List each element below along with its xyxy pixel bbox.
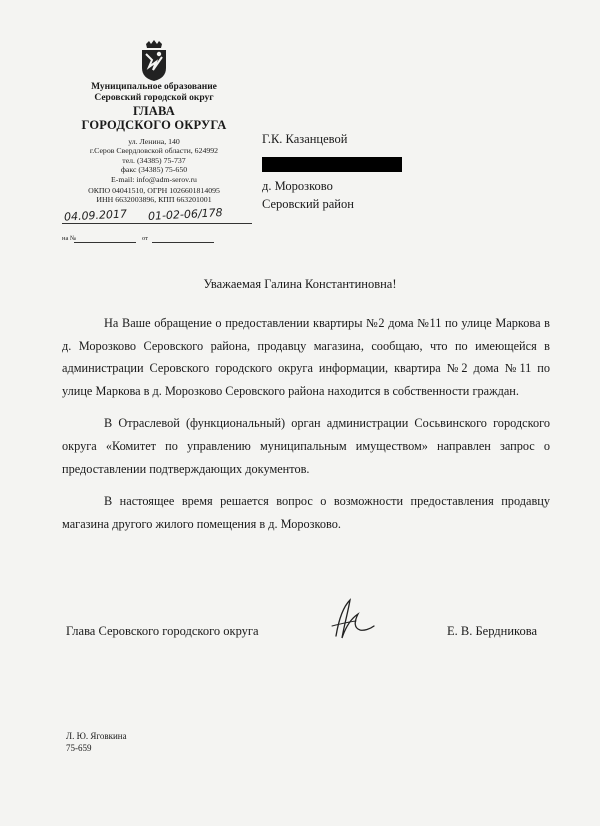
fax: факс (34385) 75-650 xyxy=(120,165,188,175)
reference-line xyxy=(62,234,252,244)
handwritten-signature xyxy=(328,596,378,642)
address-city: г.Серов Свердловской области, 624992 xyxy=(89,146,219,156)
paragraph-3: В настоящее время решается вопрос о возможности предоставления продавцу магазина другого жилого помещения в д. Морозково. xyxy=(62,494,550,531)
outgoing-number: 01-02-06/178 xyxy=(147,206,223,223)
coat-of-arms-icon xyxy=(139,40,169,82)
date-underline xyxy=(62,223,252,224)
phone: тел. (34385) 75-737 xyxy=(122,155,186,165)
registration-okpo: ОКПО 04041510, ОГРН 1026601814095 xyxy=(88,186,220,196)
ref-number-label: на № xyxy=(62,235,77,242)
outgoing-date-number xyxy=(62,206,252,224)
signatory-name: Е. В. Бердникова xyxy=(447,624,537,638)
signatory-title: Глава Серовского городского округа xyxy=(66,624,259,638)
executor-phone: 75-659 xyxy=(66,743,92,753)
municipality-line: Муниципальное образование xyxy=(91,82,217,92)
registration-inn: ИНН 6632003896, КПП 663201001 xyxy=(96,195,212,205)
ref-from-label: от xyxy=(142,235,149,242)
email: E-mail: info@adm-serov.ru xyxy=(111,174,197,184)
head-title: ГЛАВА xyxy=(133,104,175,118)
head-title-2: ГОРОДСКОГО ОКРУГА xyxy=(81,118,227,132)
paragraph-1: На Ваше обращение о предоставлении квартиры №2 дома №11 по улице Маркова в д. Морозково Серовского района, продавцу магазина, сообщаю, что по имеющейся в администрации Серовского городского округа информации, квартира №2 дома №11 по улице Маркова в д. Морозково Серовского района находится в собственности граждан. xyxy=(62,316,550,398)
outgoing-date: 04.09.2017 xyxy=(63,207,128,224)
letter-body xyxy=(62,312,550,545)
ref-from-underline xyxy=(152,242,214,243)
address-street: ул. Ленина, 140 xyxy=(128,137,180,146)
recipient-name: Г.К. Казанцевой xyxy=(262,132,348,146)
recipient-district: Серовский район xyxy=(262,197,354,211)
salutation: Уважаемая Галина Константиновна! xyxy=(203,277,397,291)
letterhead xyxy=(56,40,252,205)
redacted-address xyxy=(262,157,402,172)
recipient-village: д. Морозково xyxy=(262,179,333,193)
district-line: Серовский городской округ xyxy=(94,93,214,103)
paragraph-2: В Отраслевой (функциональный) орган администрации Сосьвинского городского округа «Комитет по управлению муниципальным имуществом» направлен запрос о предоставлении подтверждающих документов. xyxy=(62,416,550,476)
executor-name: Л. Ю. Яговкина xyxy=(66,731,127,741)
executor-block xyxy=(66,730,127,754)
ref-number-underline xyxy=(74,242,136,243)
